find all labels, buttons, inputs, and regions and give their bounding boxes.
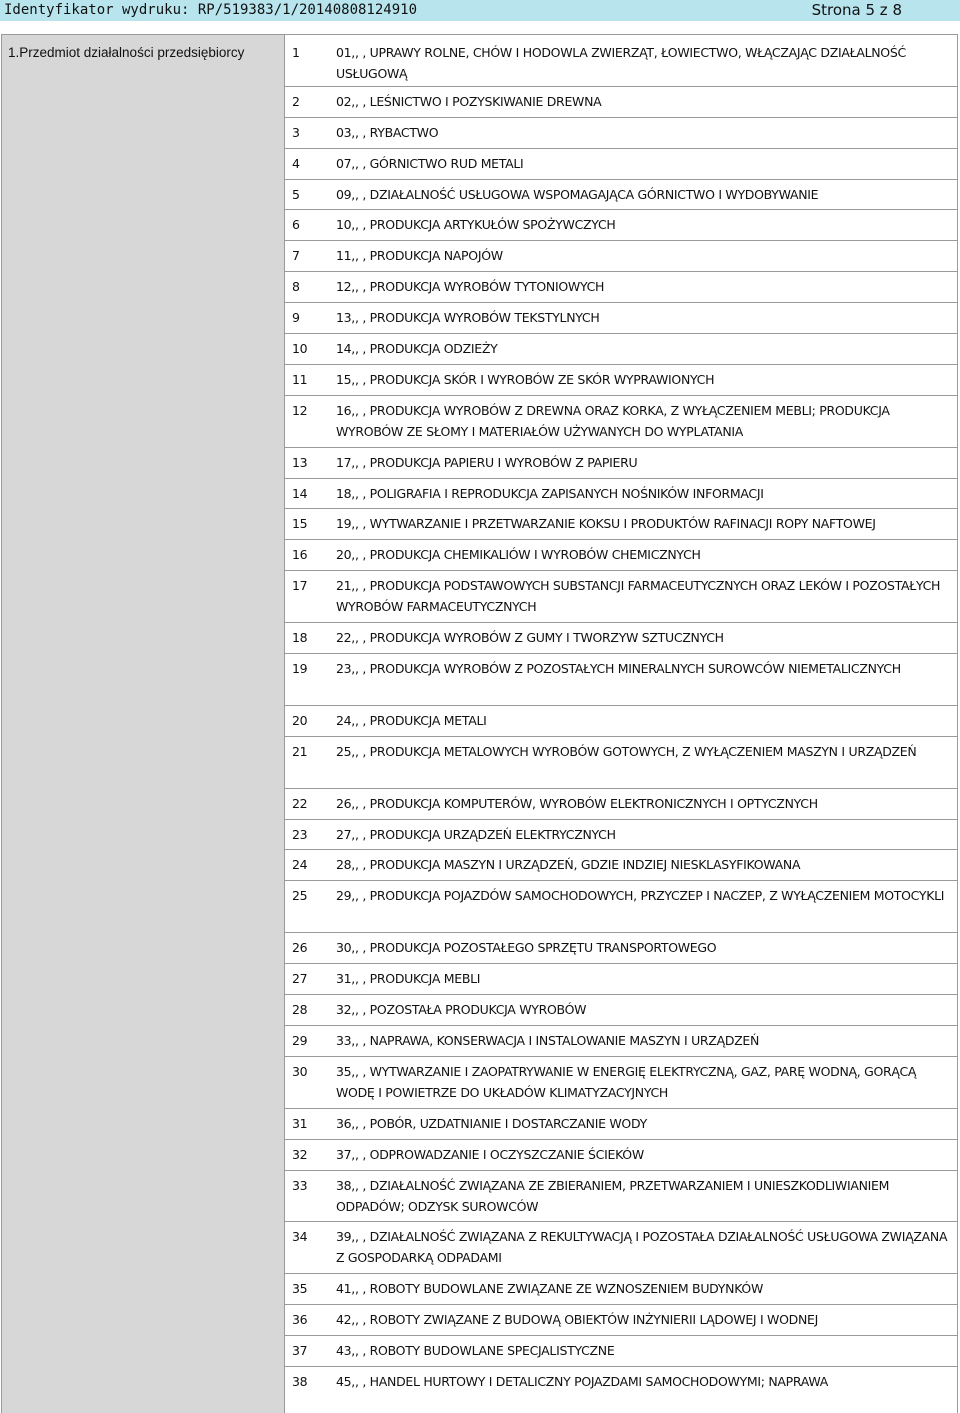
business-activity-section bbox=[1, 34, 958, 1413]
print-identifier: Identyfikator wydruku: RP/519383/1/20140808124910 bbox=[4, 2, 418, 18]
row-number: 3 bbox=[292, 124, 300, 140]
table-row bbox=[285, 1026, 957, 1057]
activity-description: 03,, , RYBACTWO bbox=[336, 124, 439, 140]
table-row bbox=[285, 1367, 957, 1398]
table-row bbox=[285, 149, 957, 180]
row-number: 23 bbox=[292, 826, 308, 842]
activity-description: 30,, , PRODUKCJA POZOSTAŁEGO SPRZĘTU TRANSPORTOWEGO bbox=[336, 940, 717, 956]
row-number: 32 bbox=[292, 1146, 308, 1162]
table-row bbox=[285, 365, 957, 396]
row-number: 18 bbox=[292, 630, 308, 646]
activity-description: 45,, , HANDEL HURTOWY I DETALICZNY POJAZDAMI SAMOCHODOWYMI; NAPRAWA bbox=[336, 1373, 828, 1389]
row-number: 16 bbox=[292, 547, 308, 563]
activity-description: 43,, , ROBOTY BUDOWLANE SPECJALISTYCZNE bbox=[336, 1343, 615, 1359]
activity-description: 38,, , DZIAŁALNOŚĆ ZWIĄZANA ZE ZBIERANIEM, PRZETWARZANIEM I UNIESZKODLIWIANIEM ODPADÓW; ODZYSK SUROWCÓW bbox=[336, 1177, 890, 1214]
row-number: 30 bbox=[292, 1063, 308, 1079]
row-number: 20 bbox=[292, 712, 308, 728]
section-label: 1.Przedmiot działalności przedsiębiorcy bbox=[8, 45, 245, 60]
row-number: 33 bbox=[292, 1177, 308, 1193]
row-number: 13 bbox=[292, 454, 308, 470]
row-number: 38 bbox=[292, 1373, 308, 1389]
row-number: 1 bbox=[292, 45, 300, 60]
activity-description: 31,, , PRODUKCJA MEBLI bbox=[336, 971, 481, 987]
table-row bbox=[285, 1336, 957, 1367]
activity-description: 39,, , DZIAŁALNOŚĆ ZWIĄZANA Z REKULTYWACJĄ I POZOSTAŁA DZIAŁALNOŚĆ USŁUGOWA ZWIĄZANA Z GOSPODARKĄ ODPADAMI bbox=[336, 1229, 948, 1266]
row-number: 2 bbox=[292, 93, 300, 109]
row-number: 37 bbox=[292, 1343, 308, 1359]
row-number: 28 bbox=[292, 1002, 308, 1018]
activity-description: 21,, , PRODUKCJA PODSTAWOWYCH SUBSTANCJI FARMACEUTYCZNYCH ORAZ LEKÓW I POZOSTAŁYCH WYROBÓW FARMACEUTYCZNYCH bbox=[336, 578, 941, 615]
row-number: 8 bbox=[292, 279, 300, 295]
page-number: Strona 5 z 8 bbox=[811, 1, 902, 19]
row-number: 19 bbox=[292, 661, 308, 677]
activity-description: 18,, , POLIGRAFIA I REPRODUKCJA ZAPISANYCH NOŚNIKÓW INFORMACJI bbox=[336, 485, 764, 501]
table-row bbox=[285, 35, 957, 87]
table-row bbox=[285, 964, 957, 995]
table-row bbox=[285, 789, 957, 820]
row-number: 36 bbox=[292, 1312, 308, 1328]
activity-description: 24,, , PRODUKCJA METALI bbox=[336, 712, 487, 728]
row-number: 34 bbox=[292, 1229, 308, 1245]
activity-description: 33,, , NAPRAWA, KONSERWACJA I INSTALOWANIE MASZYN I URZĄDZEŃ bbox=[336, 1032, 760, 1048]
activity-description: 28,, , PRODUKCJA MASZYN I URZĄDZEŃ, GDZIE INDZIEJ NIESKLASYFIKOWANA bbox=[336, 857, 801, 873]
activity-description: 02,, , LEŚNICTWO I POZYSKIWANIE DREWNA bbox=[336, 93, 602, 109]
activity-description: 11,, , PRODUKCJA NAPOJÓW bbox=[336, 248, 503, 264]
activity-description: 41,, , ROBOTY BUDOWLANE ZWIĄZANE ZE WZNOSZENIEM BUDYNKÓW bbox=[336, 1281, 764, 1297]
table-row bbox=[285, 87, 957, 118]
activity-description: 27,, , PRODUKCJA URZĄDZEŃ ELEKTRYCZNYCH bbox=[336, 826, 616, 842]
table-row bbox=[285, 272, 957, 303]
table-row bbox=[285, 1109, 957, 1140]
row-number: 12 bbox=[292, 402, 308, 418]
row-number: 27 bbox=[292, 971, 308, 987]
row-number: 6 bbox=[292, 217, 300, 233]
row-number: 25 bbox=[292, 888, 308, 904]
activity-description: 42,, , ROBOTY ZWIĄZANE Z BUDOWĄ OBIEKTÓW INŻYNIERII LĄDOWEJ I WODNEJ bbox=[336, 1312, 818, 1328]
table-row bbox=[285, 180, 957, 211]
activity-description: 25,, , PRODUKCJA METALOWYCH WYROBÓW GOTOWYCH, Z WYŁĄCZENIEM MASZYN I URZĄDZEŃ bbox=[336, 743, 917, 759]
table-row bbox=[285, 1057, 957, 1109]
activity-description: 12,, , PRODUKCJA WYROBÓW TYTONIOWYCH bbox=[336, 279, 605, 295]
row-number: 26 bbox=[292, 940, 308, 956]
table-row bbox=[285, 571, 957, 623]
activity-description: 10,, , PRODUKCJA ARTYKUŁÓW SPOŻYWCZYCH bbox=[336, 217, 616, 233]
row-number: 31 bbox=[292, 1115, 308, 1131]
row-number: 14 bbox=[292, 485, 308, 501]
row-number: 15 bbox=[292, 516, 308, 532]
row-number: 22 bbox=[292, 795, 308, 811]
table-row bbox=[285, 654, 957, 706]
activity-description: 26,, , PRODUKCJA KOMPUTERÓW, WYROBÓW ELEKTRONICZNYCH I OPTYCZNYCH bbox=[336, 795, 818, 811]
table-row bbox=[285, 479, 957, 510]
activity-description: 01,, , UPRAWY ROLNE, CHÓW I HODOWLA ZWIERZĄT, ŁOWIECTWO, WŁĄCZAJĄC DZIAŁALNOŚĆ USŁUGOWĄ bbox=[336, 45, 906, 81]
table-row bbox=[285, 706, 957, 737]
print-header-bar bbox=[0, 0, 960, 21]
row-number: 29 bbox=[292, 1032, 308, 1048]
activity-description: 13,, , PRODUKCJA WYROBÓW TEKSTYLNYCH bbox=[336, 310, 600, 326]
activity-description: 19,, , WYTWARZANIE I PRZETWARZANIE KOKSU I PRODUKTÓW RAFINACJI ROPY NAFTOWEJ bbox=[336, 516, 876, 532]
activity-description: 16,, , PRODUKCJA WYROBÓW Z DREWNA ORAZ KORKA, Z WYŁĄCZENIEM MEBLI; PRODUKCJA WYROBÓW ZE SŁOMY I MATERIAŁÓW UŻYWANYCH DO WYPLATANIA bbox=[336, 402, 890, 439]
section-label-cell bbox=[2, 35, 285, 1413]
activity-list bbox=[285, 35, 957, 1413]
table-row bbox=[285, 540, 957, 571]
table-row bbox=[285, 1274, 957, 1305]
activity-description: 37,, , ODPROWADZANIE I OCZYSZCZANIE ŚCIEKÓW bbox=[336, 1146, 644, 1162]
table-row bbox=[285, 396, 957, 448]
activity-description: 17,, , PRODUKCJA PAPIERU I WYROBÓW Z PAPIERU bbox=[336, 454, 638, 470]
row-number: 17 bbox=[292, 578, 308, 594]
row-number: 7 bbox=[292, 248, 300, 264]
table-row bbox=[285, 241, 957, 272]
table-row bbox=[285, 1140, 957, 1171]
table-row bbox=[285, 210, 957, 241]
row-number: 10 bbox=[292, 341, 308, 357]
row-number: 9 bbox=[292, 310, 300, 326]
activity-description: 29,, , PRODUKCJA POJAZDÓW SAMOCHODOWYCH, PRZYCZEP I NACZEP, Z WYŁĄCZENIEM MOTOCYKLI bbox=[336, 888, 945, 904]
table-row bbox=[285, 1171, 957, 1223]
table-row bbox=[285, 850, 957, 881]
table-row bbox=[285, 933, 957, 964]
activity-description: 15,, , PRODUKCJA SKÓR I WYROBÓW ZE SKÓR WYPRAWIONYCH bbox=[336, 371, 715, 387]
row-number: 21 bbox=[292, 743, 308, 759]
table-row bbox=[285, 334, 957, 365]
row-number: 5 bbox=[292, 186, 300, 202]
activity-description: 20,, , PRODUKCJA CHEMIKALIÓW I WYROBÓW CHEMICZNYCH bbox=[336, 547, 701, 563]
table-row bbox=[285, 737, 957, 789]
activity-description: 36,, , POBÓR, UZDATNIANIE I DOSTARCZANIE WODY bbox=[336, 1115, 647, 1131]
table-row bbox=[285, 118, 957, 149]
table-row bbox=[285, 881, 957, 933]
table-row bbox=[285, 303, 957, 334]
table-row bbox=[285, 448, 957, 479]
activity-description: 22,, , PRODUKCJA WYROBÓW Z GUMY I TWORZYW SZTUCZNYCH bbox=[336, 630, 724, 646]
activity-description: 32,, , POZOSTAŁA PRODUKCJA WYROBÓW bbox=[336, 1002, 587, 1018]
table-row bbox=[285, 1305, 957, 1336]
table-row bbox=[285, 1222, 957, 1274]
table-row bbox=[285, 623, 957, 654]
row-number: 35 bbox=[292, 1281, 308, 1297]
activity-description: 07,, , GÓRNICTWO RUD METALI bbox=[336, 155, 524, 171]
table-row bbox=[285, 820, 957, 851]
row-number: 24 bbox=[292, 857, 308, 873]
table-row bbox=[285, 995, 957, 1026]
row-number: 4 bbox=[292, 155, 300, 171]
activity-description: 09,, , DZIAŁALNOŚĆ USŁUGOWA WSPOMAGAJĄCA GÓRNICTWO I WYDOBYWANIE bbox=[336, 186, 819, 202]
table-row bbox=[285, 509, 957, 540]
activity-description: 14,, , PRODUKCJA ODZIEŻY bbox=[336, 341, 498, 357]
row-number: 11 bbox=[292, 371, 308, 387]
activity-description: 35,, , WYTWARZANIE I ZAOPATRYWANIE W ENERGIĘ ELEKTRYCZNĄ, GAZ, PARĘ WODNĄ, GORĄCĄ WODĘ I POWIETRZE DO UKŁADÓW KLIMATYZACYJNYCH bbox=[336, 1063, 917, 1100]
activity-description: 23,, , PRODUKCJA WYROBÓW Z POZOSTAŁYCH MINERALNYCH SUROWCÓW NIEMETALICZNYCH bbox=[336, 661, 901, 677]
